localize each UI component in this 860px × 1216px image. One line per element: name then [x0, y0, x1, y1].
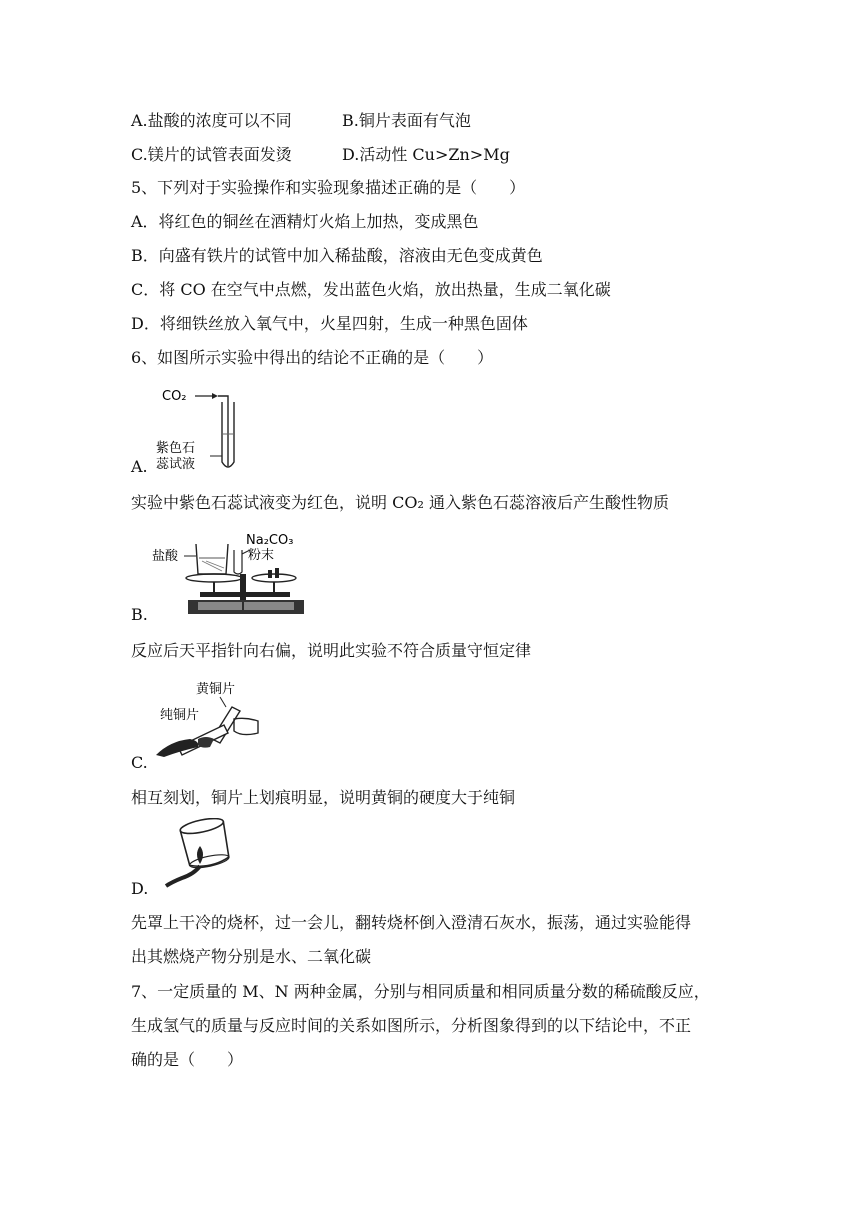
- q6-option-c-text: 相互刻划，铜片上划痕明显，说明黄铜的硬度大于纯铜: [131, 788, 516, 807]
- q4-option-b: B.铜片表面有气泡: [342, 111, 471, 130]
- q4-option-c: C.镁片的试管表面发烫: [131, 145, 292, 164]
- q6-option-c-label: C.: [131, 753, 148, 772]
- q6-option-d-label: D.: [131, 879, 149, 898]
- litmus-label-2: 蕊试液: [156, 457, 196, 472]
- powder-label: 粉末: [248, 548, 275, 563]
- q5-stem: 5、下列对于实验操作和实验现象描述正确的是（ ）: [131, 178, 526, 197]
- q4-option-d: D.活动性 Cu>Zn>Mg: [342, 145, 510, 164]
- beaker-over-flame-figure: [160, 818, 240, 888]
- q7-line-3: 确的是（ ）: [131, 1050, 244, 1069]
- q5-option-d: D．将细铁丝放入氧气中，火星四射，生成一种黑色固体: [131, 314, 528, 333]
- q6-option-a-label: A.: [131, 457, 148, 476]
- copper-label: 纯铜片: [160, 708, 200, 723]
- q6-option-b-label: B.: [131, 605, 148, 624]
- q5-option-b: B．向盛有铁片的试管中加入稀盐酸，溶液由无色变成黄色: [131, 246, 543, 265]
- co2-litmus-figure: [150, 382, 250, 474]
- acid-label: 盐酸: [152, 549, 179, 564]
- q5-option-a: A．将红色的铜丝在酒精灯火焰上加热，变成黑色: [131, 212, 479, 231]
- q7-line-2: 生成氢气的质量与反应时间的关系如图所示，分析图象得到的以下结论中，不正: [131, 1016, 692, 1035]
- litmus-label-1: 紫色石: [156, 441, 196, 456]
- q7-line-1: 7、一定质量的 M、N 两种金属，分别与相同质量和相同质量分数的稀硫酸反应，: [131, 982, 710, 1001]
- q6-option-d-text-2: 出其燃烧产物分别是水、二氧化碳: [131, 947, 372, 966]
- balance-figure: [150, 530, 310, 620]
- q5-option-c: C．将 CO 在空气中点燃，发出蓝色火焰，放出热量，生成二氧化碳: [131, 280, 611, 299]
- na2co3-label: Na₂CO₃: [246, 533, 294, 548]
- q4-option-a: A.盐酸的浓度可以不同: [131, 111, 292, 130]
- q6-option-d-text-1: 先罩上干冷的烧杯，过一会儿，翻转烧杯倒入澄清石灰水，振荡，通过实验能得: [131, 913, 692, 932]
- q6-stem: 6、如图所示实验中得出的结论不正确的是（ ）: [131, 348, 494, 367]
- q6-option-b-text: 反应后天平指针向右偏，说明此实验不符合质量守恒定律: [131, 641, 532, 660]
- q6-option-a-text: 实验中紫色石蕊试液变为红色，说明 CO₂ 通入紫色石蕊溶液后产生酸性物质: [131, 493, 669, 512]
- brass-label: 黄铜片: [196, 682, 236, 697]
- scratch-figure: [150, 677, 270, 757]
- co2-label: CO₂: [162, 389, 187, 404]
